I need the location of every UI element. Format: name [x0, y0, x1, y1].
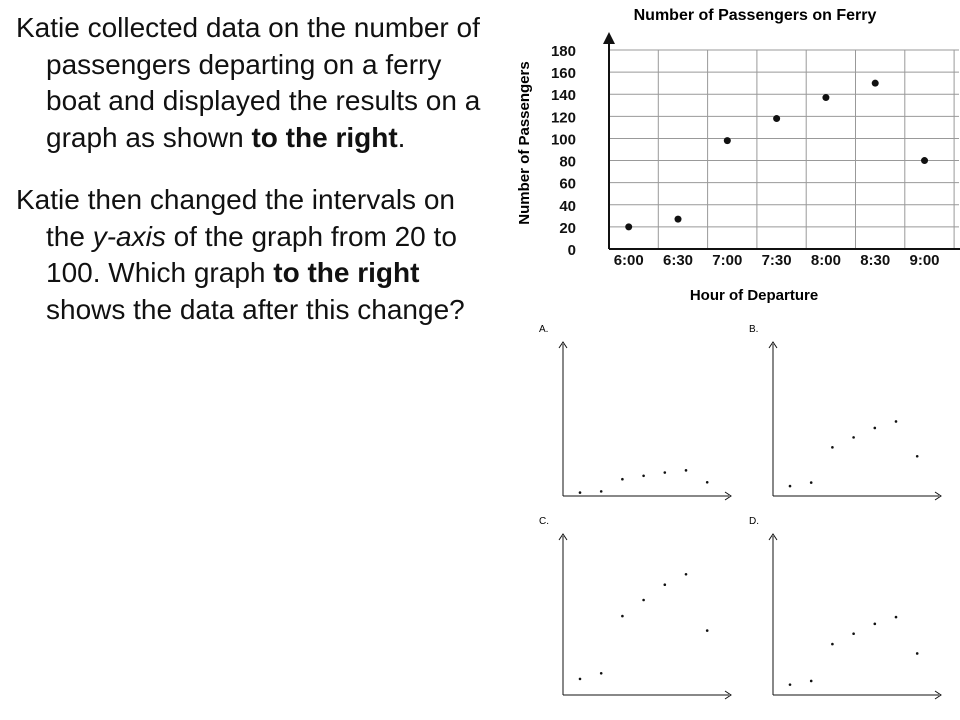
option-a-graph	[535, 320, 740, 508]
x-tick-label: 6:30	[663, 252, 694, 269]
problem-text-span: of the graph from 20 to 100. Which graph	[46, 220, 457, 288]
data-point	[642, 599, 645, 602]
data-point	[810, 481, 813, 484]
option-c-graph	[535, 512, 740, 707]
option-b-label: B.	[749, 324, 759, 335]
chart-title: Number of Passengers on Ferry	[633, 7, 877, 24]
data-point	[822, 94, 829, 101]
option-c-label: C.	[539, 516, 549, 527]
data-point	[664, 471, 667, 474]
y-tick-label: 60	[559, 175, 576, 193]
data-point	[600, 672, 603, 675]
x-tick-label: 8:30	[860, 252, 891, 269]
y-axis-arrow	[603, 32, 615, 44]
option-b-points	[789, 420, 919, 487]
option-a-axes	[559, 342, 731, 500]
x-tick-label: 7:00	[712, 252, 743, 269]
option-b-graph	[745, 320, 950, 508]
problem-text-span: Katie then changed the intervals on the	[16, 184, 455, 252]
data-point	[789, 485, 792, 488]
data-point	[724, 137, 731, 144]
option-a-points	[579, 469, 709, 494]
option-c-axes	[559, 534, 731, 699]
y-axis-label: Number of Passengers	[516, 61, 533, 225]
problem-text-span: Katie collected data on the number of passengers departing on a ferry boat and displayed the results on a graph as shown	[16, 12, 481, 153]
problem-paragraph-1	[16, 10, 486, 156]
data-point	[810, 680, 813, 683]
x-axis-label: Hour of Departure	[689, 287, 819, 304]
y-tick-label: 100	[550, 131, 576, 149]
data-point	[916, 455, 919, 458]
data-point	[874, 427, 877, 430]
chart-axes	[603, 32, 960, 255]
x-tick-label: 6:00	[613, 252, 644, 269]
problem-text	[16, 10, 486, 354]
option-c-points	[579, 573, 709, 680]
data-point	[916, 652, 919, 655]
data-point	[685, 469, 688, 472]
problem-emphasis: to the right	[251, 121, 398, 153]
y-tick-label: 120	[550, 109, 576, 127]
y-tick-label: 180	[550, 43, 576, 60]
problem-text-span: .	[397, 121, 406, 153]
data-point	[706, 629, 709, 632]
chart-grid	[609, 50, 959, 249]
problem-axis-term: y-axis	[92, 220, 166, 252]
option-a-label: A.	[539, 324, 549, 335]
data-point	[579, 678, 582, 681]
data-point	[685, 573, 688, 576]
data-point	[625, 223, 632, 230]
data-point	[664, 583, 667, 586]
x-tick-label: 9:00	[909, 252, 940, 269]
data-point	[789, 683, 792, 686]
problem-text-span: shows the data after this change?	[46, 293, 465, 325]
data-point	[895, 420, 898, 423]
y-tick-label: 40	[559, 197, 576, 215]
data-point	[895, 616, 898, 619]
data-point	[921, 157, 928, 164]
problem-emphasis: to the right	[273, 257, 420, 288]
data-point	[831, 446, 834, 449]
data-point	[675, 216, 682, 223]
option-b-axes	[769, 342, 941, 500]
y-tick-label: 160	[550, 65, 576, 83]
option-d-label: D.	[749, 516, 759, 527]
data-point	[852, 436, 855, 439]
x-tick-label: 8:00	[810, 252, 841, 269]
data-point	[621, 478, 624, 481]
data-point	[773, 115, 780, 122]
data-point	[642, 475, 645, 478]
data-point	[852, 632, 855, 635]
data-point	[831, 643, 834, 646]
main-ferry-chart	[500, 0, 960, 312]
y-tick-label: 140	[550, 87, 576, 105]
option-d-graph	[745, 512, 950, 707]
y-tick-label: 20	[559, 219, 576, 237]
data-point	[874, 623, 877, 626]
data-point	[600, 490, 603, 493]
option-d-points	[789, 616, 919, 686]
x-tick-labels	[614, 252, 940, 269]
problem-paragraph-2	[16, 182, 486, 328]
x-tick-label: 7:30	[761, 252, 792, 269]
y-tick-labels	[551, 43, 576, 259]
y-tick-label: 80	[559, 153, 576, 171]
data-point	[706, 481, 709, 484]
data-point	[579, 491, 582, 494]
y-tick-label: 0	[567, 242, 576, 259]
data-point	[872, 80, 879, 87]
data-points	[625, 80, 928, 231]
option-d-axes	[769, 534, 941, 699]
data-point	[621, 615, 624, 618]
